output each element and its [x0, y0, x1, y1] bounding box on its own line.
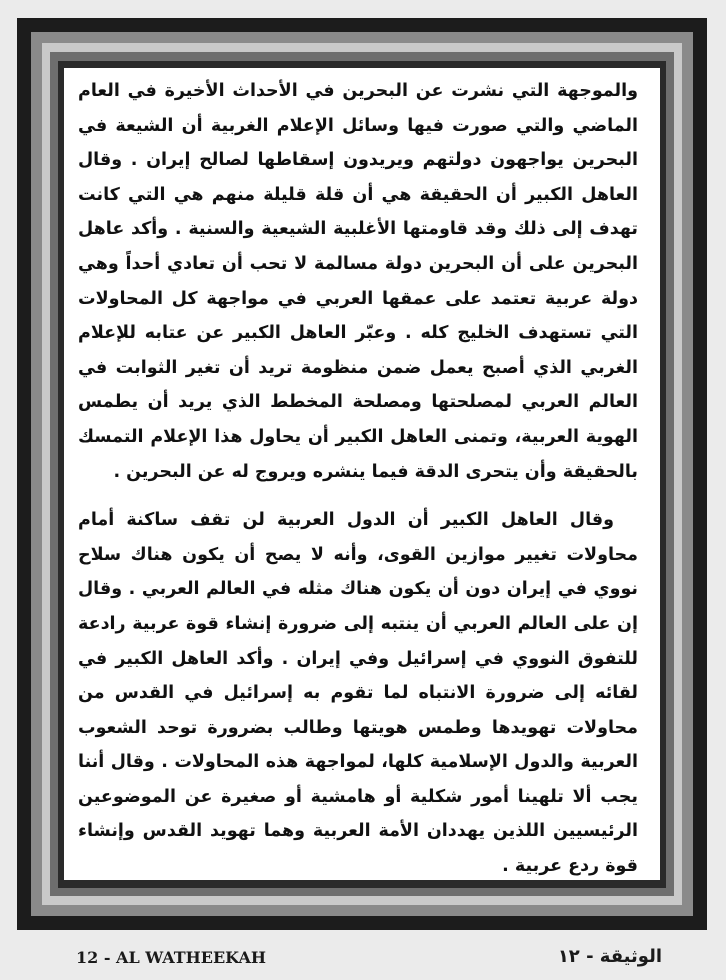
paragraph-2: وقال العاهل الكبير أن الدول العربية لن تقف ساكنة أمام محاولات تغيير موازين القوى، وأنه لا يصح أن يكون هناك سلاح نووي في إيران دون أن يكون هناك مثله في العالم العربي . وقال إن على العالم العربي أن ينتبه إلى ضرورة إنشاء قوة عربية رادعة للتفوق النووي في إسرائيل وفي إيران . وأكد العاهل الكبير في لقائه إلى ضرورة الانتباه لما تقوم به إسرائيل في القدس من محاولات تهويدها وطمس هويتها وطالب بضرورة توحد الشعوب العربية والدول الإسلامية كلها، لمواجهة هذه المحاولات . وقال أننا يجب ألا تلهينا أمور شكلية أو هامشية أو صغيرة عن الموضوعين الرئيسيين اللذين يهددان الأمة العربية وهما تهويد القدس وإنشاء قوة ردع عربية .: [78, 510, 638, 877]
footer-page-label-arabic: الوثيقة - ١٢: [557, 946, 662, 967]
paragraph-1: والموجهة التي نشرت عن البحرين في الأحداث الأخيرة في العام الماضي والتي صورت فيها وسائل الإعلام الغربية أن الشيعة في البحرين يواجهون دولتهم ويريدون إسقاطها لصالح إيران . وقال العاهل الكبير أن الحقيقة هي أن قلة قليلة منهم هي التي كانت تهدف إلى ذلك وقد قاومتها الأغلبية الشيعية والسنية . وأكد عاهل البحرين على أن البحرين دولة مسالمة لا تحب أن تعادي أحداً وهي دولة عربية تعتمد على عمقها العربي في مواجهة كل المحاولات التي تستهدف الخليج كله . وعبّر العاهل الكبير عن عتابه للإعلام الغربي الذي أصبح يعمل ضمن منظومة تريد أن تغير الثوابت في العالم العربي لمصلحتها ومصلحة المخطط الذي يريد أن يطمس الهوية العربية، وتمنى العاهل الكبير أن يحاول هذا الإعلام التمسك بالحقيقة وأن يتحرى الدقة فيما ينشره ويروج له عن البحرين .: [78, 81, 638, 482]
article-body: [64, 68, 660, 880]
footer-page-label-english: 12 - AL WATHEEKAH: [76, 948, 266, 967]
page-footer: [0, 940, 726, 980]
